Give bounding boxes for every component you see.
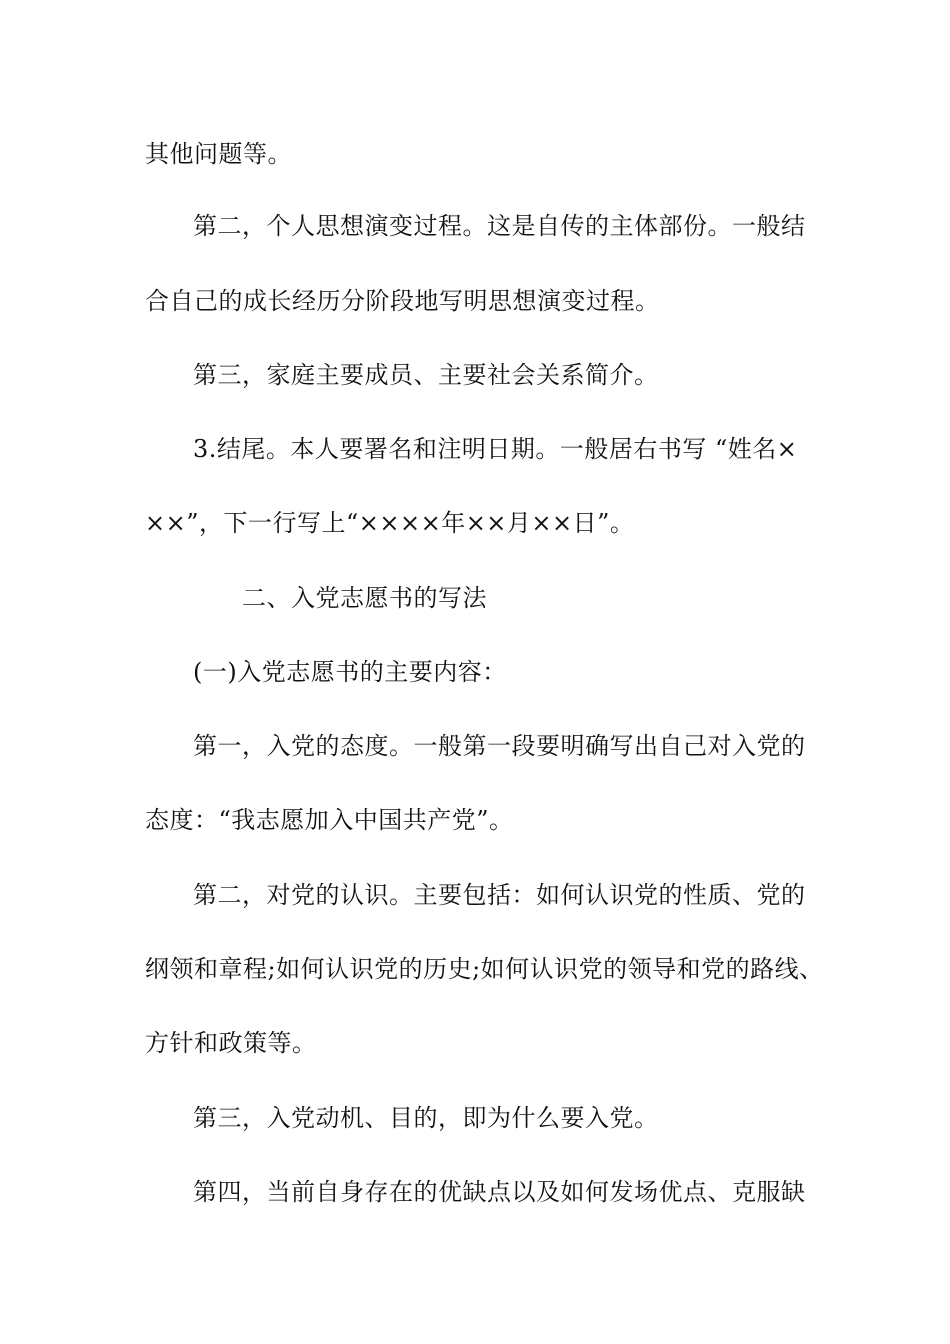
subsection-heading: (一)入党志愿书的主要内容： [193,658,507,686]
text-line: 第一，入党的态度。一般第一段要明确写出自己对入党的 [193,732,806,760]
text-line: ××”，下一行写上“××××年××月××日”。 [145,509,635,537]
text-line: 其他问题等。 [145,140,292,168]
text-line: 纲领和章程;如何认识党的历史;如何认识党的领导和党的路线、 [145,955,824,983]
text-line: 第三，入党动机、目的，即为什么要入党。 [193,1104,659,1132]
section-heading: 二、入党志愿书的写法 [242,584,487,612]
text-line: 合自己的成长经历分阶段地写明思想演变过程。 [145,287,660,315]
text-line: 第二，对党的认识。主要包括：如何认识党的性质、党的 [193,881,806,909]
text-line: 3.结尾。本人要署名和注明日期。一般居右书写 “姓名× [193,435,798,463]
text-line: 第三，家庭主要成员、主要社会关系简介。 [193,361,659,389]
text-line: 态度：“我志愿加入中国共产党”。 [145,806,514,834]
text-line: 方针和政策等。 [145,1029,317,1057]
text-line: 第二，个人思想演变过程。这是自传的主体部份。一般结 [193,212,806,240]
text-line: 第四，当前自身存在的优缺点以及如何发场优点、克服缺 [193,1178,806,1206]
